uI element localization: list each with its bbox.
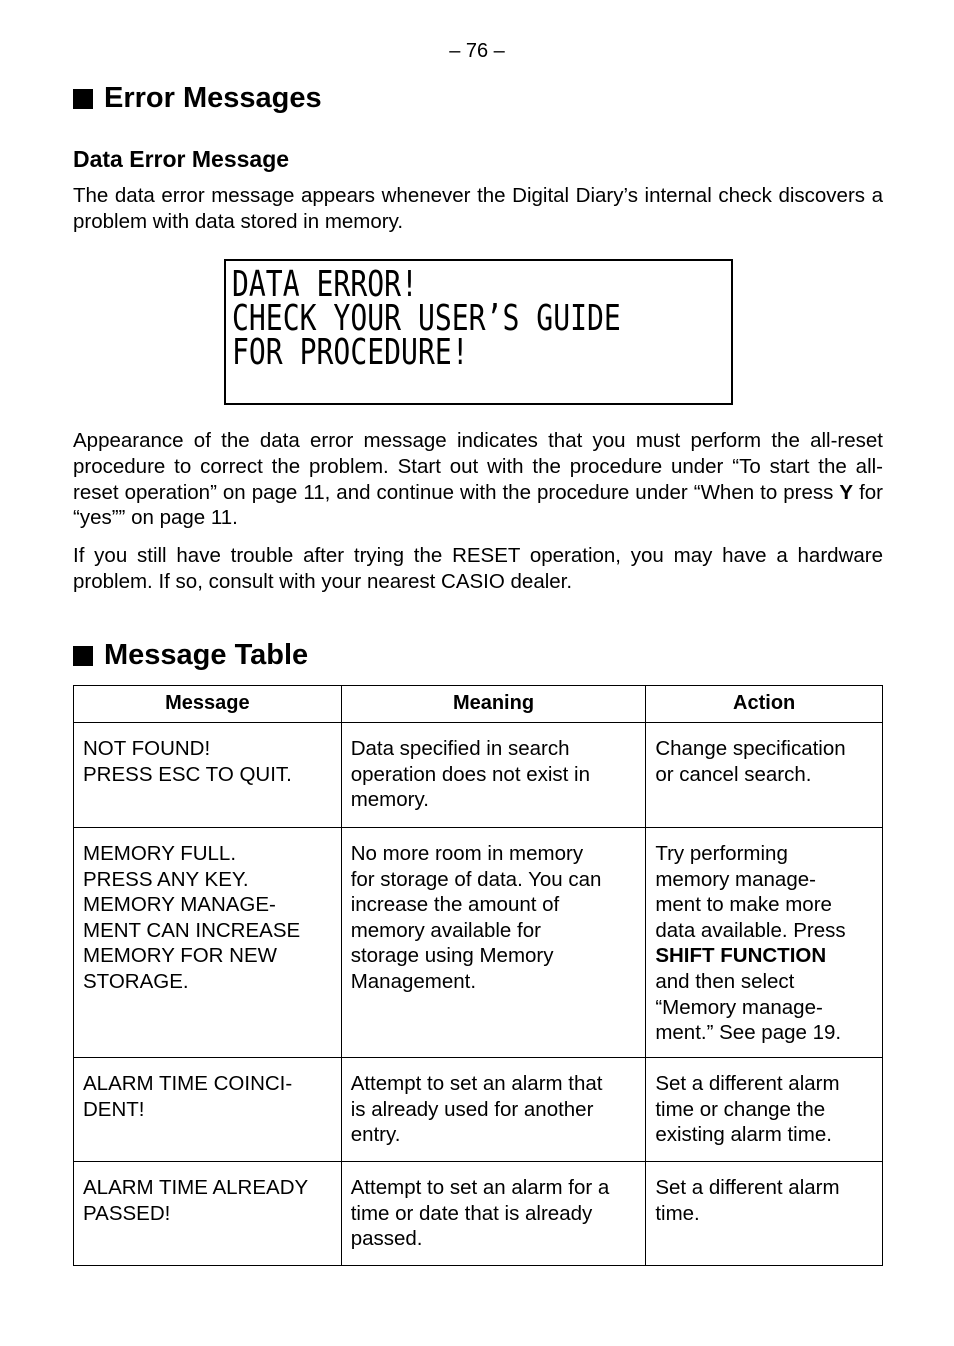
lcd-line: CHECK YOUR USER’S GUIDE [232,298,621,339]
page-number: – 76 – [449,40,505,62]
cell-line: memory. [350,788,429,812]
action-cell [646,723,883,828]
table-row [74,1162,883,1266]
message-cell [74,1162,342,1266]
meaning-cell [341,1162,646,1266]
cell-line: Set a different alarm [655,1176,840,1199]
table-row [74,828,883,1058]
message-cell [74,723,342,828]
square-bullet-icon [73,89,93,109]
reset-text-1: Appearance of the data error message indicates that you must perform the all-reset procedure to correct the problem. Start out with the procedure under “To start the all-reset operation” on page 11, and continue with the procedure under “When to press [73,429,883,504]
cell-line: MEMORY MANAGE- [83,893,276,917]
cell-line: ment.” See page 19. [655,1021,842,1045]
cell-line: increase the amount of [350,893,560,917]
cell-line: STORAGE. [83,969,189,993]
cell-line: Set a different alarm [655,1072,840,1095]
cell-line: time or date that is already [350,1201,593,1225]
lcd-line: DATA ERROR! [232,264,418,305]
cell-line: PRESS ANY KEY. [83,867,249,891]
cell-line: NOT FOUND! [83,737,211,760]
cell-line: Change specification [655,737,846,760]
y-key: Y [839,480,854,504]
cell-line: time or change the [655,1097,826,1121]
action-cell [646,828,883,1058]
action-cell [646,1162,883,1266]
section-title-text: Error Messages [104,82,322,114]
action-cell [646,1058,883,1162]
cell-line: Attempt to set an alarm for a [350,1176,610,1199]
cell-line: Attempt to set an alarm that [350,1072,603,1095]
hardware-problem-paragraph: If you still have trouble after trying the RESET operation, you may have a hardware problem. If so, consult with your nearest CASIO dealer. [73,544,883,593]
cell-line: passed. [350,1227,423,1251]
reset-text-2: for “yes”” on page 11. [73,480,883,530]
cell-line: is already used for another [350,1097,594,1121]
section-title-error-messages [73,82,322,115]
meaning-cell [341,828,646,1058]
cell-line: “Memory manage- [655,995,823,1019]
cell-line: DENT! [83,1097,145,1121]
cell-line: for storage of data. You can [350,867,602,891]
message-cell [74,1058,342,1162]
cell-line: Management. [350,969,477,993]
cell-line: and then select [655,969,795,993]
header-action: Action [646,686,883,723]
cell-line: storage using Memory [350,944,554,968]
square-bullet-icon [73,646,93,666]
meaning-cell [341,1058,646,1162]
cell-line: entry. [350,1123,401,1147]
message-table [73,685,883,1266]
cell-line: ALARM TIME ALREADY [83,1176,309,1199]
cell-line: or cancel search. [655,762,812,786]
lcd-display [224,259,733,405]
cell-line: memory manage- [655,867,816,891]
cell-line: MEMORY FULL. [83,842,237,865]
cell-line: MEMORY FOR NEW [83,944,277,968]
cell-line: data available. Press [655,918,846,942]
cell-line: PRESS ESC TO QUIT. [83,762,292,786]
cell-line: memory available for [350,918,541,942]
table-header-row [74,686,883,723]
table-row [74,723,883,828]
cell-line: operation does not exist in [350,762,591,786]
cell-line: No more room in memory [350,842,584,865]
meaning-cell [341,723,646,828]
cell-line: ALARM TIME COINCI- [83,1072,293,1095]
intro-paragraph: The data error message appears whenever the Digital Diary’s internal check discovers a problem with data stored in memory. [73,184,883,233]
shift-function-key: SHIFT FUNCTION [655,944,827,968]
reset-instructions-paragraph [73,428,883,531]
message-cell [74,828,342,1058]
subsection-title-data-error: Data Error Message [73,146,290,172]
header-message: Message [74,686,342,723]
cell-line: time. [655,1201,700,1225]
cell-line: Data specified in search [350,737,570,760]
cell-line: PASSED! [83,1201,171,1225]
cell-line: MENT CAN INCREASE [83,918,301,942]
cell-line: ment to make more [655,893,832,917]
cell-line: Try performing [655,842,788,865]
table-row [74,1058,883,1162]
lcd-line: FOR PROCEDURE! [232,332,469,373]
header-meaning: Meaning [341,686,646,723]
section-title-message-table [73,639,308,672]
section-title-text: Message Table [104,639,309,671]
cell-line: existing alarm time. [655,1123,832,1147]
